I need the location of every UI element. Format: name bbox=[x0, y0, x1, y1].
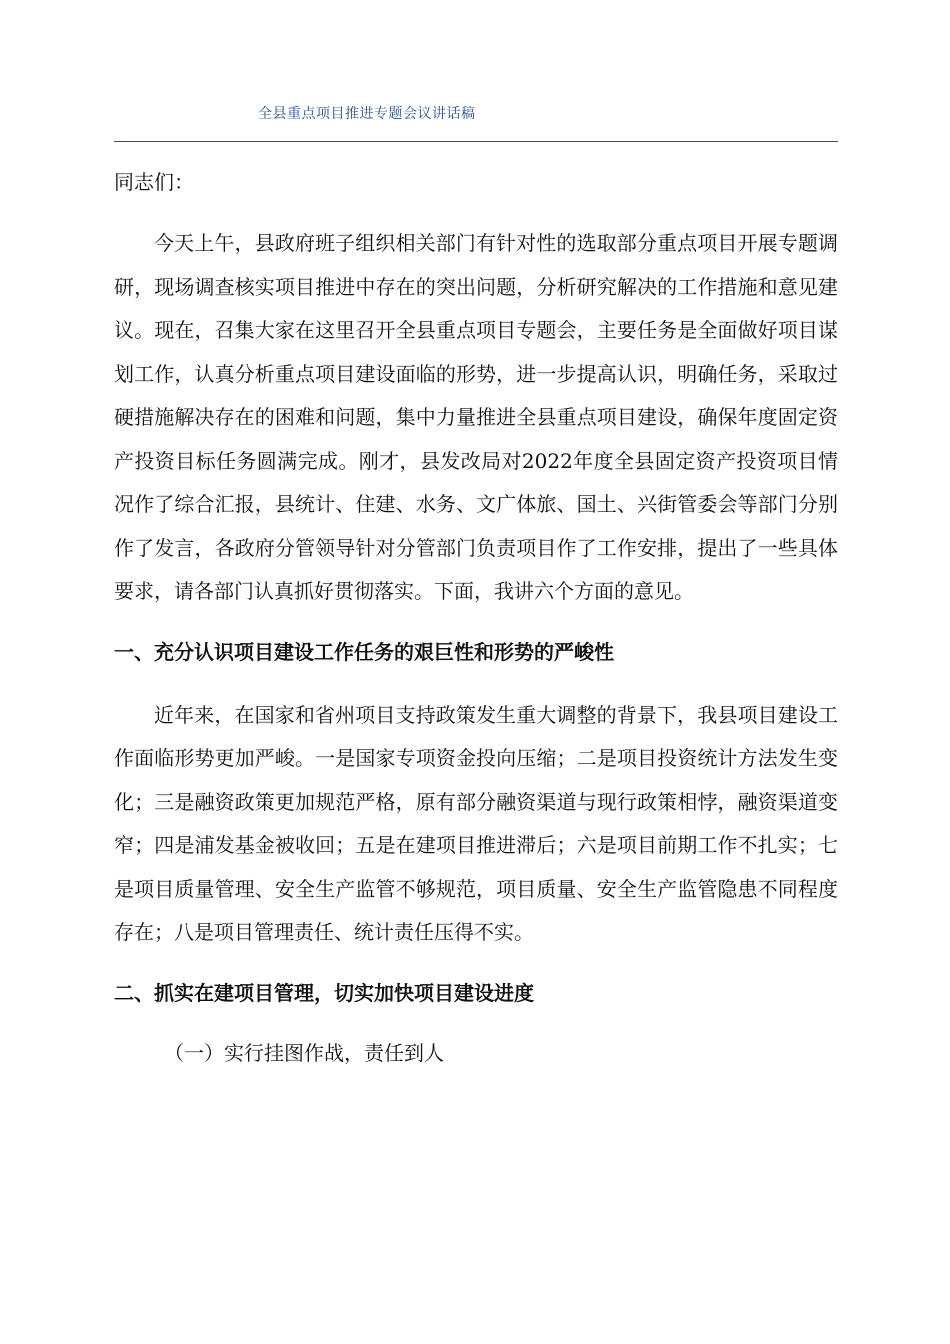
spacer bbox=[114, 1013, 838, 1033]
section-1-heading: 一、充分认识项目建设工作任务的艰巨性和形势的严峻性 bbox=[114, 639, 614, 664]
spacer bbox=[114, 672, 838, 694]
header-divider bbox=[114, 141, 838, 142]
section-2-subheading-1: （一）实行挂图作战，责任到人 bbox=[164, 1040, 444, 1065]
spacer bbox=[114, 202, 838, 222]
spacer bbox=[114, 955, 838, 973]
spacer bbox=[114, 614, 838, 632]
section-2-heading: 二、抓实在建项目管理，切实加快项目建设进度 bbox=[114, 980, 534, 1005]
intro-paragraph: 今天上午，县政府班子组织相关部门有针对性的选取部分重点项目开展专题调研，现场调查核实项目推进中存在的突出问题，分析研究解决的工作措施和意见建议。现在，召集大家在这里召开全县重点项目专题会，主要任务是全面做好项目谋划工作，认真分析重点项目建设面临的形势，进一步提高认识，明确任务，采取过硬措施解决存在的困难和问题，集中力量推进全县重点项目建设，确保年度固定资产投资目标任务圆满完成。刚才，县发改局对2022年度全县固定资产投资项目情况作了综合汇报，县统计、住建、水务、文广体旅、国土、兴街管委会等部门分别作了发言，各政府分管领导针对分管部门负责项目作了工作安排，提出了一些具体要求，请各部门认真抓好贯彻落实。下面，我讲六个方面的意见。 bbox=[114, 231, 838, 603]
running-header-title: 全县重点项目推进专题会议讲话稿 bbox=[258, 106, 476, 122]
salutation: 同志们： bbox=[114, 170, 194, 194]
document-body bbox=[114, 162, 838, 1073]
section-1-paragraph: 近年来，在国家和省州项目支持政策发生重大调整的背景下，我县项目建设工作面临形势更加严峻。一是国家专项资金投向压缩；二是项目投资统计方法发生变化；三是融资政策更加规范严格，原有部分融资渠道与现行政策相悖，融资渠道变窄；四是浦发基金被收回；五是在建项目推进滞后；六是项目前期工作不扎实；七是项目质量管理、安全生产监管不够规范，项目质量、安全生产监管隐患不同程度存在；八是项目管理责任、统计责任压得不实。 bbox=[114, 702, 838, 944]
